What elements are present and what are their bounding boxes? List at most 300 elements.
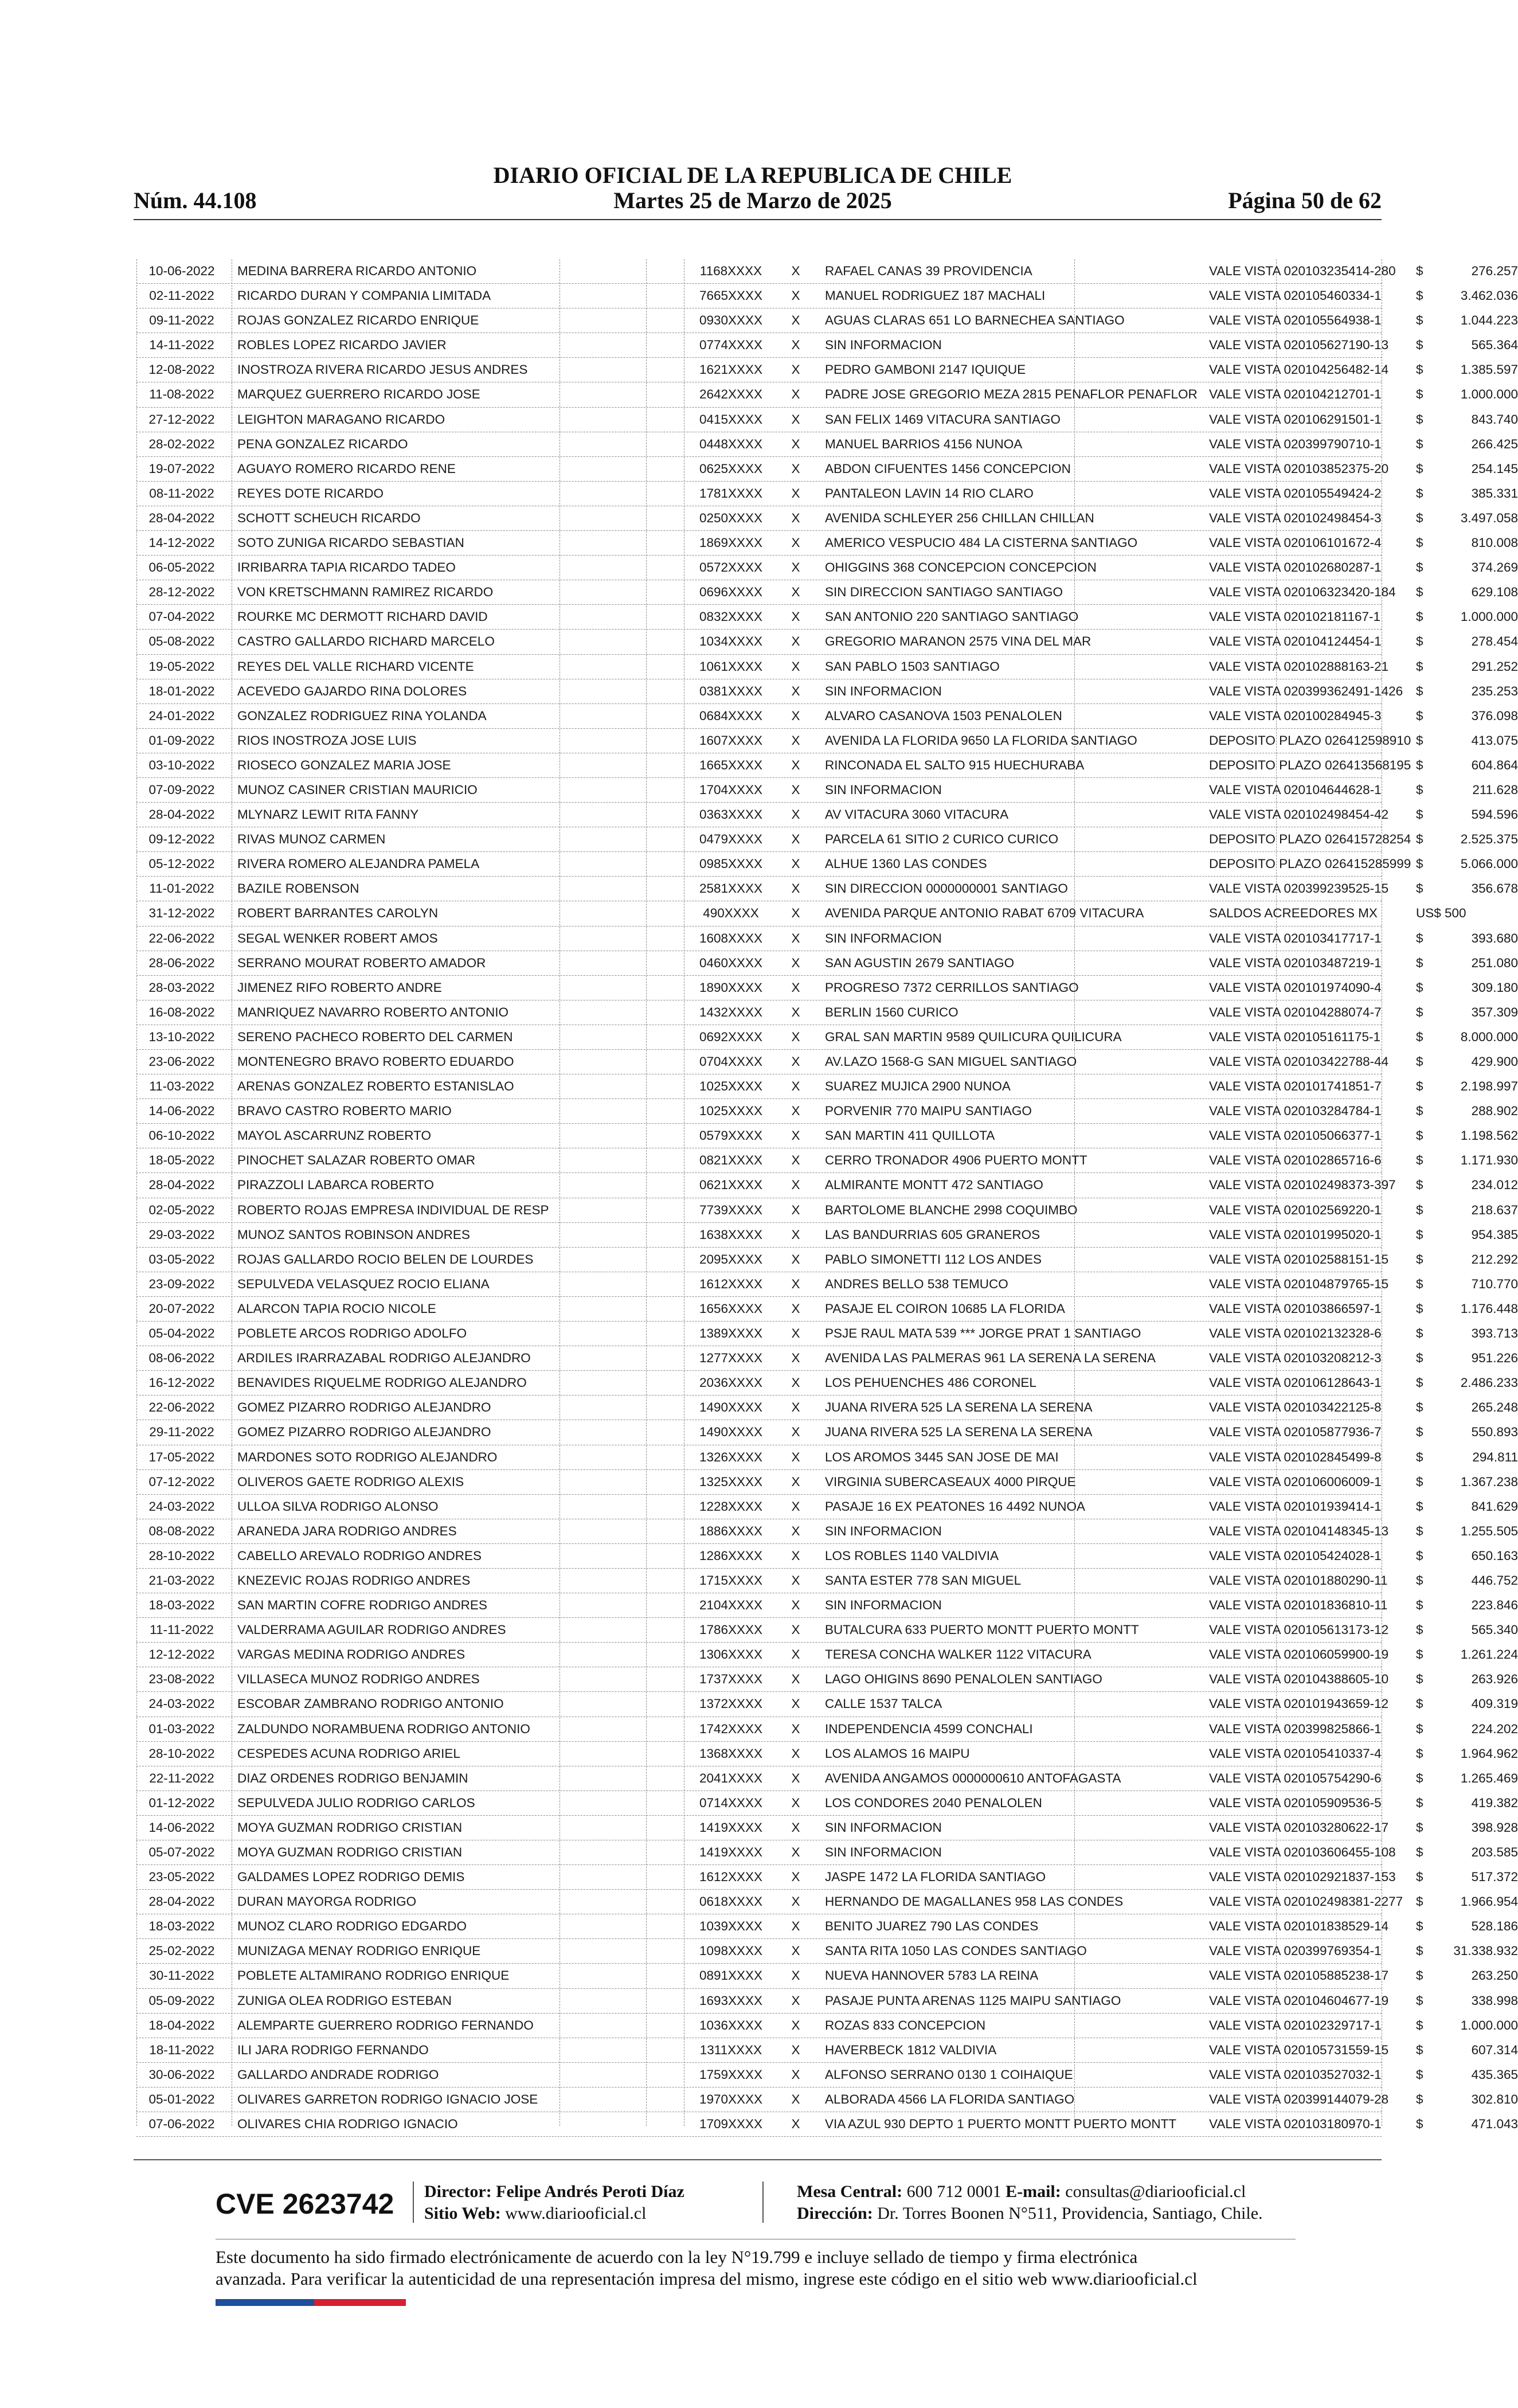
record-document: VALE VISTA 020105627190-13 <box>1209 338 1389 353</box>
record-name: ILI JARA RODRIGO FERNANDO <box>237 2042 429 2057</box>
record-amount: 338.998 <box>1471 1993 1518 2008</box>
record-currency: $ <box>1416 1548 1423 1563</box>
record-mark: X <box>791 1598 800 1613</box>
record-address: SIN INFORMACION <box>825 782 942 797</box>
record-document: DEPOSITO PLAZO 026415728254 <box>1209 832 1411 847</box>
record-currency: $ <box>1416 1276 1423 1291</box>
record-date: 03-10-2022 <box>148 757 215 772</box>
record-row <box>136 1050 1518 1074</box>
record-document: VALE VISTA 020105909536-5 <box>1209 1795 1382 1810</box>
record-row <box>136 457 1518 482</box>
record-date: 28-02-2022 <box>148 436 215 451</box>
record-row <box>136 382 1518 407</box>
record-address: ANDRES BELLO 538 TEMUCO <box>825 1276 1008 1291</box>
record-document: VALE VISTA 020103208212-3 <box>1209 1351 1382 1366</box>
record-address: AVENIDA SCHLEYER 256 CHILLAN CHILLAN <box>825 510 1094 525</box>
record-mark: X <box>791 634 800 649</box>
record-row <box>136 1816 1518 1840</box>
record-name: OLIVEROS GAETE RODRIGO ALEXIS <box>237 1474 464 1489</box>
record-name: MLYNARZ LEWIT RITA FANNY <box>237 807 419 822</box>
record-name: SOTO ZUNIGA RICARDO SEBASTIAN <box>237 535 464 550</box>
header-rule <box>134 219 1382 220</box>
record-document: DEPOSITO PLAZO 026415285999 <box>1209 857 1411 871</box>
record-rut: 0618XXXX <box>699 1894 763 1909</box>
record-rut: 0704XXXX <box>699 1054 763 1069</box>
record-currency: $ <box>1416 2092 1423 2106</box>
record-row <box>136 1914 1518 1939</box>
record-address: SANTA RITA 1050 LAS CONDES SANTIAGO <box>825 1944 1087 1959</box>
record-address: SIN DIRECCION 0000000001 SANTIAGO <box>825 881 1068 896</box>
footer-divider <box>413 2182 414 2223</box>
record-rut: 1168XXXX <box>699 264 762 278</box>
record-rut: 1228XXXX <box>699 1499 763 1514</box>
legal-line: Este documento ha sido firmado electrónicamente de acuerdo con la ley N°19.799 e incluye sellado de tiempo y firma electrónica <box>216 2247 1138 2267</box>
record-amount: 1.044.223 <box>1460 313 1518 328</box>
record-date: 27-12-2022 <box>148 412 215 427</box>
record-name: MAYOL ASCARRUNZ ROBERTO <box>237 1128 431 1143</box>
record-date: 05-04-2022 <box>148 1326 215 1341</box>
record-rut: 0625XXXX <box>699 461 763 476</box>
record-row <box>136 2088 1518 2112</box>
record-rut: 0448XXXX <box>699 436 763 451</box>
record-date: 02-11-2022 <box>149 288 214 303</box>
record-date: 29-11-2022 <box>149 1425 214 1440</box>
record-row <box>136 1766 1518 1791</box>
record-address: AV.LAZO 1568-G SAN MIGUEL SANTIAGO <box>825 1054 1077 1069</box>
record-mark: X <box>791 2117 800 2132</box>
record-mark: X <box>791 1696 800 1711</box>
record-mark: X <box>791 1770 800 1785</box>
record-row <box>136 630 1518 654</box>
record-currency: $ <box>1416 1944 1423 1959</box>
email-link[interactable]: consultas@diariooficial.cl <box>1065 2182 1246 2201</box>
record-date: 29-03-2022 <box>148 1227 215 1242</box>
record-currency: $ <box>1416 1153 1423 1168</box>
record-mark: X <box>791 1079 800 1094</box>
record-document: VALE VISTA 020102329717-1 <box>1209 2018 1382 2032</box>
record-amount: 2.486.233 <box>1460 1375 1518 1390</box>
record-date: 28-10-2022 <box>148 1548 215 1563</box>
record-amount: 650.163 <box>1471 1548 1518 1563</box>
record-currency: $ <box>1416 757 1423 772</box>
record-currency: $ <box>1416 264 1423 278</box>
record-date: 07-09-2022 <box>148 782 215 797</box>
record-mark: X <box>791 362 800 377</box>
record-mark: X <box>791 1647 800 1662</box>
record-row <box>136 1692 1518 1717</box>
record-mark: X <box>791 510 800 525</box>
record-name: RIOSECO GONZALEZ MARIA JOSE <box>237 757 451 772</box>
record-name: VILLASECA MUNOZ RODRIGO ANDRES <box>237 1672 480 1687</box>
record-document: VALE VISTA 020105410337-4 <box>1209 1746 1382 1761</box>
record-row <box>136 1074 1518 1099</box>
record-mark: X <box>791 1104 800 1119</box>
record-rut: 7739XXXX <box>699 1202 763 1217</box>
record-mark: X <box>791 1993 800 2008</box>
record-date: 05-09-2022 <box>148 1993 215 2008</box>
record-date: 05-07-2022 <box>148 1845 215 1859</box>
record-address: LOS ALAMOS 16 MAIPU <box>825 1746 970 1761</box>
contact-line <box>797 2182 1246 2202</box>
record-document: VALE VISTA 020102498454-42 <box>1209 807 1389 822</box>
record-date: 07-04-2022 <box>148 609 215 624</box>
record-mark: X <box>791 1252 800 1266</box>
record-amount: 1.966.954 <box>1460 1894 1518 1909</box>
record-amount: 1.964.962 <box>1460 1746 1518 1761</box>
website-link[interactable]: www.diariooficial.cl <box>505 2204 647 2223</box>
record-currency: $ <box>1416 931 1423 945</box>
record-row <box>136 1939 1518 1964</box>
record-address: INDEPENDENCIA 4599 CONCHALI <box>825 1721 1033 1736</box>
record-mark: X <box>791 1548 800 1563</box>
record-mark: X <box>791 857 800 871</box>
record-date: 24-03-2022 <box>148 1696 215 1711</box>
record-amount: 1.171.930 <box>1460 1153 1518 1168</box>
record-amount: 1.385.597 <box>1460 362 1518 377</box>
record-address: HERNANDO DE MAGALLANES 958 LAS CONDES <box>825 1894 1124 1909</box>
record-document: VALE VISTA 020105564938-1 <box>1209 313 1382 328</box>
record-rut: 1419XXXX <box>699 1820 763 1835</box>
record-mark: X <box>791 708 800 723</box>
record-currency: $ <box>1416 659 1423 674</box>
record-name: VARGAS MEDINA RODRIGO ANDRES <box>237 1647 465 1662</box>
record-address: NUEVA HANNOVER 5783 LA REINA <box>825 1968 1039 1983</box>
record-row <box>136 1322 1518 1346</box>
record-currency: $ <box>1416 1104 1423 1119</box>
record-date: 14-12-2022 <box>148 535 215 550</box>
record-amount: 251.080 <box>1471 955 1518 970</box>
record-currency: $ <box>1416 1400 1423 1415</box>
record-date: 28-10-2022 <box>148 1746 215 1761</box>
cve-code: CVE 2623742 <box>216 2188 394 2220</box>
record-address: SIN INFORMACION <box>825 1523 942 1538</box>
record-currency: $ <box>1416 362 1423 377</box>
record-date: 16-08-2022 <box>148 1004 215 1019</box>
record-date: 23-09-2022 <box>148 1276 215 1291</box>
record-document: VALE VISTA 020104288074-7 <box>1209 1004 1382 1019</box>
record-date: 13-10-2022 <box>148 1029 215 1044</box>
record-address: AVENIDA LA FLORIDA 9650 LA FLORIDA SANTIAGO <box>825 733 1137 748</box>
record-document: VALE VISTA 020105161175-1 <box>1209 1029 1380 1044</box>
record-amount: 629.108 <box>1471 585 1518 600</box>
record-amount: 1.255.505 <box>1460 1523 1518 1538</box>
record-amount: 376.098 <box>1471 708 1518 723</box>
record-document: VALE VISTA 020106101672-4 <box>1209 535 1382 550</box>
record-document: VALE VISTA 020102888163-21 <box>1209 659 1389 674</box>
record-document: VALE VISTA 020101943659-12 <box>1209 1696 1389 1711</box>
record-rut: 1742XXXX <box>699 1721 763 1736</box>
record-name: CASTRO GALLARDO RICHARD MARCELO <box>237 634 495 649</box>
record-row <box>136 506 1518 531</box>
record-mark: X <box>791 931 800 945</box>
record-address: AVENIDA PARQUE ANTONIO RABAT 6709 VITACURA <box>825 906 1144 921</box>
record-date: 03-05-2022 <box>148 1252 215 1266</box>
record-date: 23-06-2022 <box>148 1054 215 1069</box>
record-rut: 1638XXXX <box>699 1227 763 1242</box>
record-mark: X <box>791 980 800 995</box>
record-date: 07-12-2022 <box>148 1474 215 1489</box>
record-name: BENAVIDES RIQUELME RODRIGO ALEJANDRO <box>237 1375 527 1390</box>
record-currency: $ <box>1416 1375 1423 1390</box>
record-address: VIA AZUL 930 DEPTO 1 PUERTO MONTT PUERTO MONTT <box>825 2117 1177 2132</box>
record-currency: $ <box>1416 782 1423 797</box>
record-currency: $ <box>1416 535 1423 550</box>
record-rut: 0579XXXX <box>699 1128 763 1143</box>
record-name: GALLARDO ANDRADE RODRIGO <box>237 2067 439 2082</box>
record-name: SEPULVEDA JULIO RODRIGO CARLOS <box>237 1795 475 1810</box>
record-mark: X <box>791 881 800 896</box>
record-date: 14-06-2022 <box>148 1820 215 1835</box>
page-number: Página 50 de 62 <box>1228 187 1382 213</box>
record-name: ROBERT BARRANTES CAROLYN <box>237 906 439 921</box>
record-amount: 1.261.224 <box>1460 1647 1518 1662</box>
record-name: AGUAYO ROMERO RICARDO RENE <box>237 461 456 476</box>
record-rut: 0460XXXX <box>699 955 763 970</box>
record-mark: X <box>791 1944 800 1959</box>
record-row <box>136 1025 1518 1050</box>
record-row <box>136 2112 1518 2137</box>
record-rut: 0692XXXX <box>699 1029 763 1044</box>
record-date: 10-06-2022 <box>148 264 215 278</box>
record-mark: X <box>791 264 800 278</box>
director-name: Felipe Andrés Peroti Díaz <box>496 2182 684 2201</box>
record-amount: 594.596 <box>1471 807 1518 822</box>
record-date: 06-05-2022 <box>148 560 215 575</box>
record-currency: $ <box>1416 955 1423 970</box>
record-currency: $ <box>1416 560 1423 575</box>
record-date: 17-05-2022 <box>148 1449 215 1464</box>
address-label: Dirección: <box>797 2204 873 2223</box>
record-rut: 2581XXXX <box>699 881 763 896</box>
record-date: 18-01-2022 <box>148 683 215 698</box>
record-amount: 409.319 <box>1471 1696 1518 1711</box>
record-currency: $ <box>1416 1079 1423 1094</box>
record-rut: 1781XXXX <box>699 486 763 501</box>
record-name: SCHOTT SCHEUCH RICARDO <box>237 510 421 525</box>
record-document: VALE VISTA 020105885238-17 <box>1209 1968 1389 1983</box>
record-row <box>136 753 1518 778</box>
record-name: ROURKE MC DERMOTT RICHARD DAVID <box>237 609 488 624</box>
record-row <box>136 803 1518 827</box>
record-row <box>136 1371 1518 1395</box>
record-currency: $ <box>1416 1449 1423 1464</box>
record-currency: $ <box>1416 461 1423 476</box>
record-row <box>136 1099 1518 1124</box>
record-date: 19-05-2022 <box>148 659 215 674</box>
record-currency: $ <box>1416 1029 1423 1044</box>
record-mark: X <box>791 609 800 624</box>
record-address: SIN INFORMACION <box>825 1598 942 1613</box>
record-date: 28-03-2022 <box>148 980 215 995</box>
record-currency: $ <box>1416 2117 1423 2132</box>
record-name: ZALDUNDO NORAMBUENA RODRIGO ANTONIO <box>237 1721 530 1736</box>
record-row <box>136 927 1518 951</box>
record-document: VALE VISTA 020104604677-19 <box>1209 1993 1389 2008</box>
record-address: LOS AROMOS 3445 SAN JOSE DE MAI <box>825 1449 1059 1464</box>
record-name: GALDAMES LOPEZ RODRIGO DEMIS <box>237 1870 465 1885</box>
record-currency: $ <box>1416 1820 1423 1835</box>
record-amount: 429.900 <box>1471 1054 1518 1069</box>
record-document: VALE VISTA 020102498381-2277 <box>1209 1894 1403 1909</box>
record-mark: X <box>791 1845 800 1859</box>
record-row <box>136 1569 1518 1593</box>
record-name: VON KRETSCHMANN RAMIREZ RICARDO <box>237 585 494 600</box>
record-address: LOS CONDORES 2040 PENALOLEN <box>825 1795 1042 1810</box>
record-rut: 1306XXXX <box>699 1647 763 1662</box>
record-currency: $ <box>1416 1795 1423 1810</box>
record-document: VALE VISTA 020101880290-11 <box>1209 1573 1388 1588</box>
record-mark: X <box>791 436 800 451</box>
record-date: 23-05-2022 <box>148 1870 215 1885</box>
record-amount: 565.364 <box>1471 338 1518 353</box>
record-date: 28-06-2022 <box>148 955 215 970</box>
record-amount: 841.629 <box>1471 1499 1518 1514</box>
record-rut: 1325XXXX <box>699 1474 763 1489</box>
record-name: GOMEZ PIZARRO RODRIGO ALEJANDRO <box>237 1425 491 1440</box>
record-amount: 1.367.238 <box>1460 1474 1518 1489</box>
record-currency: $ <box>1416 634 1423 649</box>
record-document: VALE VISTA 020103280622-17 <box>1209 1820 1389 1835</box>
record-row <box>136 1519 1518 1544</box>
record-name: MUNIZAGA MENAY RODRIGO ENRIQUE <box>237 1944 481 1959</box>
record-mark: X <box>791 782 800 797</box>
record-address: PADRE JOSE GREGORIO MEZA 2815 PENAFLOR PENAFLOR <box>825 387 1198 402</box>
record-document: VALE VISTA 020399825866-1 <box>1209 1721 1382 1736</box>
record-currency: $ <box>1416 832 1423 847</box>
record-rut: 1786XXXX <box>699 1623 763 1637</box>
record-rut: 1737XXXX <box>699 1672 763 1687</box>
record-mark: X <box>791 1202 800 1217</box>
record-date: 22-06-2022 <box>148 1400 215 1415</box>
record-amount: 843.740 <box>1471 412 1518 427</box>
record-currency: $ <box>1416 1178 1423 1193</box>
record-rut: 1277XXXX <box>699 1351 763 1366</box>
record-address: PSJE RAUL MATA 539 *** JORGE PRAT 1 SANTIAGO <box>825 1326 1141 1341</box>
record-amount: 1.000.000 <box>1460 609 1518 624</box>
record-row <box>136 1717 1518 1742</box>
record-document: VALE VISTA 020106323420-184 <box>1209 585 1396 600</box>
website-label: Sitio Web: <box>424 2204 501 2223</box>
record-address: ALBORADA 4566 LA FLORIDA SANTIAGO <box>825 2092 1075 2106</box>
record-name: MOYA GUZMAN RODRIGO CRISTIAN <box>237 1820 463 1835</box>
record-amount: 954.385 <box>1471 1227 1518 1242</box>
record-rut: 1612XXXX <box>699 1870 763 1885</box>
record-currency: $ <box>1416 1845 1423 1859</box>
record-row <box>136 605 1518 630</box>
record-rut: 0250XXXX <box>699 510 763 525</box>
record-mark: X <box>791 1573 800 1588</box>
record-rut: 0714XXXX <box>699 1795 763 1810</box>
record-date: 14-11-2022 <box>149 338 214 353</box>
record-address: AV VITACURA 3060 VITACURA <box>825 807 1009 822</box>
record-currency: $ <box>1416 2042 1423 2057</box>
record-date: 11-08-2022 <box>149 387 214 402</box>
record-row <box>136 1223 1518 1248</box>
record-currency: $ <box>1416 313 1423 328</box>
record-date: 30-06-2022 <box>148 2067 215 2082</box>
record-rut: 1490XXXX <box>699 1425 763 1440</box>
website-line <box>424 2204 646 2223</box>
record-mark: X <box>791 1474 800 1489</box>
record-currency: $ <box>1416 609 1423 624</box>
address-line <box>797 2204 1263 2223</box>
record-name: ARANEDA JARA RODRIGO ANDRES <box>237 1523 457 1538</box>
email-label: E-mail: <box>1006 2182 1061 2201</box>
record-mark: X <box>791 1375 800 1390</box>
record-row <box>136 1989 1518 2014</box>
record-address: PANTALEON LAVIN 14 RIO CLARO <box>825 486 1034 501</box>
record-name: MONTENEGRO BRAVO ROBERTO EDUARDO <box>237 1054 514 1069</box>
record-name: RICARDO DURAN Y COMPANIA LIMITADA <box>237 288 491 303</box>
record-mark: X <box>791 1523 800 1538</box>
record-currency: $ <box>1416 708 1423 723</box>
record-address: HAVERBECK 1812 VALDIVIA <box>825 2042 997 2057</box>
record-name: JIMENEZ RIFO ROBERTO ANDRE <box>237 980 442 995</box>
record-amount: 1.000.000 <box>1460 387 1518 402</box>
record-name: MOYA GUZMAN RODRIGO CRISTIAN <box>237 1845 463 1859</box>
record-date: 05-08-2022 <box>148 634 215 649</box>
record-address: SAN ANTONIO 220 SANTIAGO SANTIAGO <box>825 609 1079 624</box>
record-row <box>136 1791 1518 1816</box>
record-name: BAZILE ROBENSON <box>237 881 359 896</box>
record-document: VALE VISTA 020104644628-1 <box>1209 782 1382 797</box>
record-address: GRAL SAN MARTIN 9589 QUILICURA QUILICURA <box>825 1029 1122 1044</box>
record-rut: 1608XXXX <box>699 931 763 945</box>
record-row <box>136 704 1518 729</box>
record-row <box>136 1964 1518 1988</box>
record-document: VALE VISTA 020101939414-1 <box>1209 1499 1382 1514</box>
issue-number: Núm. 44.108 <box>134 187 257 213</box>
phone-label: Mesa Central: <box>797 2182 903 2201</box>
record-address: AVENIDA LAS PALMERAS 961 LA SERENA LA SERENA <box>825 1351 1156 1366</box>
record-name: GOMEZ PIZARRO RODRIGO ALEJANDRO <box>237 1400 491 1415</box>
record-currency: $ <box>1416 1647 1423 1662</box>
record-rut: 1886XXXX <box>699 1523 763 1538</box>
record-date: 11-11-2022 <box>150 1623 214 1637</box>
record-name: ARDILES IRARRAZABAL RODRIGO ALEJANDRO <box>237 1351 531 1366</box>
record-row <box>136 1742 1518 1766</box>
record-address: BARTOLOME BLANCHE 2998 COQUIMBO <box>825 1202 1078 1217</box>
record-mark: X <box>791 1153 800 1168</box>
record-mark: X <box>791 683 800 698</box>
record-document: VALE VISTA 020101974090-4 <box>1209 980 1382 995</box>
record-document: VALE VISTA 020105424028-1 <box>1209 1548 1382 1563</box>
record-mark: X <box>791 1054 800 1069</box>
record-mark: X <box>791 1820 800 1835</box>
record-address: JUANA RIVERA 525 LA SERENA LA SERENA <box>825 1425 1093 1440</box>
record-rut: 1025XXXX <box>699 1079 763 1094</box>
record-name: SEGAL WENKER ROBERT AMOS <box>237 931 438 945</box>
record-rut: 1389XXXX <box>699 1326 763 1341</box>
record-row <box>136 827 1518 852</box>
record-address: BERLIN 1560 CURICO <box>825 1004 958 1019</box>
record-name: ACEVEDO GAJARDO RINA DOLORES <box>237 683 467 698</box>
record-rut: 0774XXXX <box>699 338 763 353</box>
record-mark: X <box>791 807 800 822</box>
record-rut: 1311XXXX <box>699 2042 762 2057</box>
record-date: 28-04-2022 <box>148 807 215 822</box>
record-mark: X <box>791 2042 800 2057</box>
record-rut: 490XXXX <box>703 906 759 921</box>
record-mark: X <box>791 757 800 772</box>
record-mark: X <box>791 906 800 921</box>
record-mark: X <box>791 1029 800 1044</box>
record-name: MUNOZ CASINER CRISTIAN MAURICIO <box>237 782 478 797</box>
record-document: VALE VISTA 020103235414-280 <box>1209 264 1396 278</box>
record-rut: 1709XXXX <box>699 2117 763 2132</box>
record-rut: 1098XXXX <box>699 1944 763 1959</box>
record-amount: 291.252 <box>1471 659 1518 674</box>
